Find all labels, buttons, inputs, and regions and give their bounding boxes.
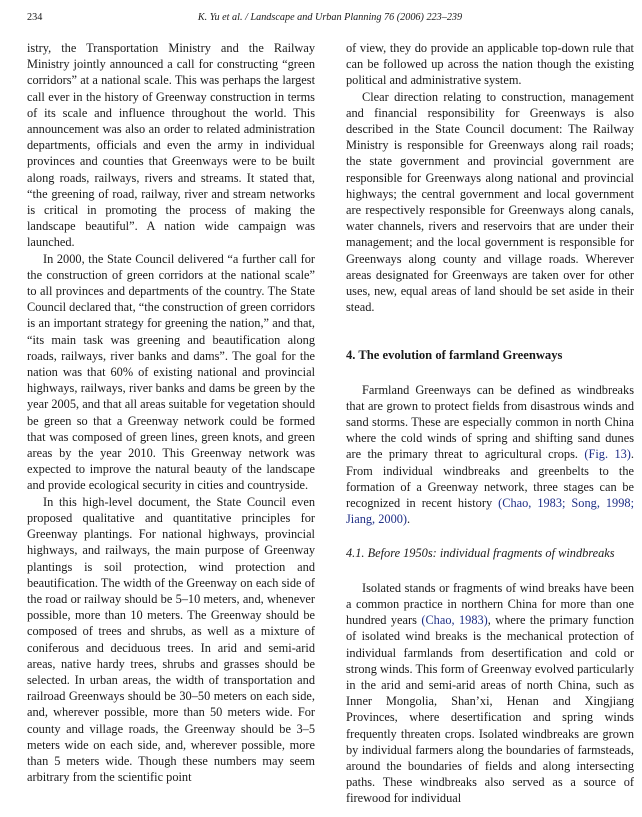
citation-link[interactable]: (Chao, 1983)	[421, 613, 488, 628]
paragraph-continued: istry, the Transportation Ministry and the Railway Ministry jointly announced a call for constructing “green corridors” at a national scale. This was perhaps the largest call ever in the history of Greenway construction in terms of its scale and influence throughout the world. This announcement was also an order to related administration departments, officials and even the army in individual provinces and counties that Greenways were to be built along roads, railways, rivers and streams. It stated that, “the greening of road, railway, river and stream networks is critical in promoting the process of making the landscape beautiful”. A nation wide campaign was launched.	[27, 41, 315, 250]
paragraph: In this high-level document, the State Council even proposed qualitative and quantitative principles for Greenway plantings. For national highways, provincial highways, and railways, the main purpose of Greenway plantings is soil protection, wind protection and beautification. The width of the Greenway on each side of the road or railway should be 5–10 meters, and, whenever possible, more than 10 meters. The Greenway should be composed of trees and shrubs, as well as a mixture of coniferous and deciduous trees. In arid and semi-arid areas, native hardy trees, shrubs and grasses should be selected. In urban areas, the width of transportation and railroad Greenways should be 30–50 meters on each side, and, wherever possible, more than 50 meters wide. For county and village roads, the Greenway should be 3–5 meters wide on each side, and, wherever possible, more than 5 meters wide. Though these numbers may seem arbitrary from the scientific point	[27, 494, 315, 785]
figure-link[interactable]: (Fig. 13)	[584, 447, 631, 462]
right-column	[346, 40, 634, 807]
paragraph-text: , where the primary function of isolated wind breaks is the mechanical protection of individual farmlands from desertification and cold or strong winds. This form of Greenway evolved particularly in the arid and semi-arid areas of north China, such as Inner Mongolia, Shan’xi, Henan and Xingjiang Provinces, where desertification and spring winds frequently threaten crops. Isolated windbreaks are grown by individual farmers along the boundaries of farmsteads, around the boundaries of fields and along intersecting paths. These windbreaks also served as a source of firewood for individual	[346, 613, 634, 806]
paragraph-text: . From individual windbreaks and greenbelts to the formation of a Greenway network, three stages can be recognized in recent history	[346, 447, 634, 511]
paragraph-text: Isolated stands or fragments of wind breaks have been a common practice in northern China for more than one hundred years	[346, 580, 634, 628]
spacer	[346, 562, 634, 580]
citation-link[interactable]: (Chao, 1983; Song, 1998; Jiang, 2000)	[346, 496, 634, 527]
left-column	[27, 40, 315, 785]
paragraph	[346, 580, 634, 807]
paragraph-continued: of view, they do provide an applicable top-down rule that can be followed up across the nation though the existing political and administrative system.	[346, 41, 634, 88]
spacer	[346, 315, 634, 347]
paragraph-text: .	[407, 512, 411, 527]
paragraph: In 2000, the State Council delivered “a further call for the construction of green corridors at the national scale” to all provinces and departments of the country. The State Council declared that, “the construction of green corridors is an important strategy for greening the nation,” and that, “its main task was greening and beautification along roads, railways, river banks and dams”. The goal for the nation was that 60% of existing national and provincial highways, railways, river banks and dams be green by the year 2005, and that all areas suitable for vegetation should be green so that a Greenway network could be formed that was composed of green lines, green knots, and green areas by the year 2010. This Greenway network was expected to improve the natural beauty of the landscape and provide ecological security in cities and countryside.	[27, 251, 315, 493]
paragraph	[346, 382, 634, 528]
spacer	[346, 527, 634, 545]
page-number: 234	[27, 12, 43, 23]
subsection-heading: 4.1. Before 1950s: individual fragments of windbreaks	[346, 546, 615, 561]
paragraph: Clear direction relating to construction, management and financial responsibility for Greenways is also described in the State Council document: The Railway Ministry is responsible for Greenways along rail roads; the state government and provincial government are responsible for Greenways along national and provincial highways; the central government and local government are respectively responsible for Greenways along canals, water channels, rivers and reservoirs that are under their management; and the local government is responsible for Greenways along county and village roads. Wherever areas designated for Greenways are taken over for other uses, new, equal areas of land should be set aside in their stead.	[346, 89, 634, 315]
spacer	[346, 364, 634, 382]
page-header	[27, 12, 633, 28]
section-heading: 4. The evolution of farmland Greenways	[346, 348, 563, 363]
paragraph-text: Farmland Greenways can be defined as windbreaks that are grown to protect fields from disastrous winds and sand storms. These are especially common in north China where the cold winds of spring and shifting sand dunes are the primary threat to agricultural crops.	[346, 382, 634, 462]
running-title: K. Yu et al. / Landscape and Urban Planning 76 (2006) 223–239	[197, 12, 463, 23]
